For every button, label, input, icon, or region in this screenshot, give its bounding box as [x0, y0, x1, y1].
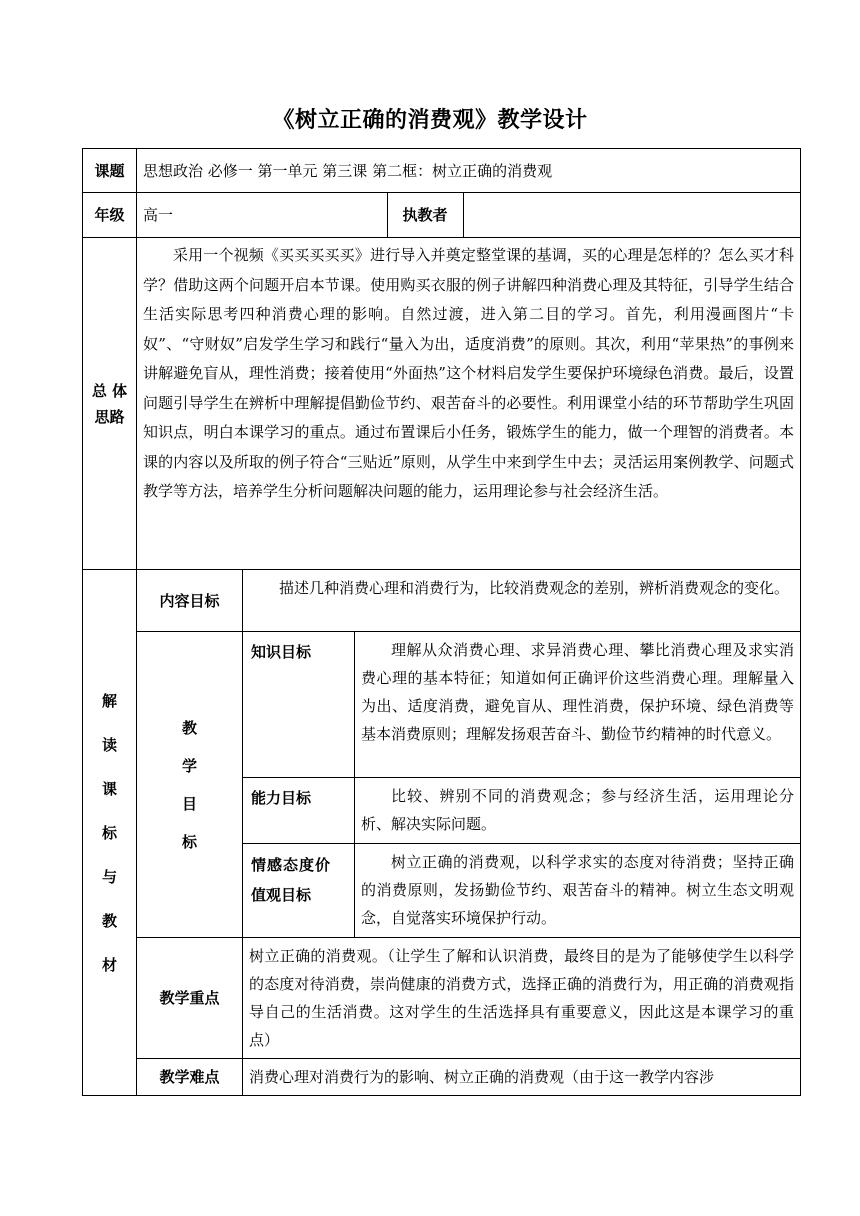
course-label: 课题 — [83, 149, 137, 193]
course-row — [83, 149, 801, 193]
content-goal-label: 内容目标 — [137, 570, 243, 632]
grade-value: 高一 — [137, 193, 387, 237]
key-point-text: 树立正确的消费观。（让学生了解和认识消费，最终目的是为了能够使学生以科学的态度对待消费，崇尚健康的消费方式，选择正确的消费行为，用正确的消费观指导自己的生活消费。这对学生的生活选择具有重要意义，因此这是本课学习的重点） — [243, 938, 801, 1059]
lesson-plan-table — [82, 148, 801, 1096]
knowledge-goal-text: 理解从众消费心理、求异消费心理、攀比消费心理及求实消费心理的基本特征；知道如何正确评价这些消费心理。理解量入为出、适度消费，避免盲从、理性消费，保护环境、绿色消费等基本消费原则；理解发扬艰苦奋斗、勤俭节约精神的时代意义。 — [355, 632, 801, 778]
teaching-goal-label: 教 学 目 标 — [137, 632, 243, 938]
overall-text: 采用一个视频《买买买买买》进行导入并奠定整堂课的基调，买的心理是怎样的？怎么买才科学？借助这两个问题开启本节课。使用购买衣服的例子讲解四种消费心理及其特征，引导学生结合生活实际思考四种消费心理的影响。自然过渡，进入第二目的学习。首先，利用漫画图片“卡奴”、“守财奴”启发学生学习和践行“量入为出，适度消费”的原则。其次，利用“苹果热”的事例来讲解避免盲从，理性消费；接着使用“外面热”这个材料启发学生要保护环境绿色消费。最后，设置问题引导学生在辨析中理解提倡勤俭节约、艰苦奋斗的必要性。利用课堂小结的环节帮助学生巩固知识点，明白本课学习的重点。通过布置课后小任务，锻炼学生的能力，做一个理智的消费者。本课的内容以及所取的例子符合“三贴近”原则，从学生中来到学生中去；灵活运用案例教学、问题式教学等方法，培养学生分析问题解决问题的能力，运用理论参与社会经济生活。 — [137, 238, 801, 570]
difficult-point-text: 消费心理对消费行为的影响、树立正确的消费观（由于这一教学内容涉 — [243, 1059, 801, 1096]
overall-row — [83, 238, 801, 570]
grade-label: 年级 — [83, 193, 137, 238]
difficult-point-label: 教学难点 — [137, 1059, 243, 1096]
teacher-value — [463, 193, 800, 237]
teacher-label: 执教者 — [387, 193, 463, 237]
content-goal-text: 描述几种消费心理和消费行为，比较消费观念的差别，辨析消费观念的变化。 — [243, 570, 801, 632]
ability-goal-text: 比较、辨别不同的消费观念；参与经济生活，运用理论分析、解决实际问题。 — [355, 778, 801, 844]
emotion-goal-label: 情感态度价 值观目标 — [243, 844, 355, 938]
emotion-goal-text: 树立正确的消费观，以科学求实的态度对待消费；坚持正确的消费原则，发扬勤俭节约、艰苦奋斗的精神。树立生态文明观念，自觉落实环境保护行动。 — [355, 844, 801, 938]
ability-goal-label: 能力目标 — [243, 778, 355, 844]
grade-row — [83, 193, 801, 238]
course-value: 思想政治 必修一 第一单元 第三课 第二框：树立正确的消费观 — [137, 149, 801, 193]
document-title: 《树立正确的消费观》教学设计 — [272, 107, 588, 133]
overall-label: 总 体 思路 — [83, 238, 137, 570]
key-point-label: 教学重点 — [137, 938, 243, 1059]
reading-label: 解 读 课 标 与 教 材 — [83, 570, 137, 1096]
knowledge-goal-label: 知识目标 — [243, 632, 355, 778]
